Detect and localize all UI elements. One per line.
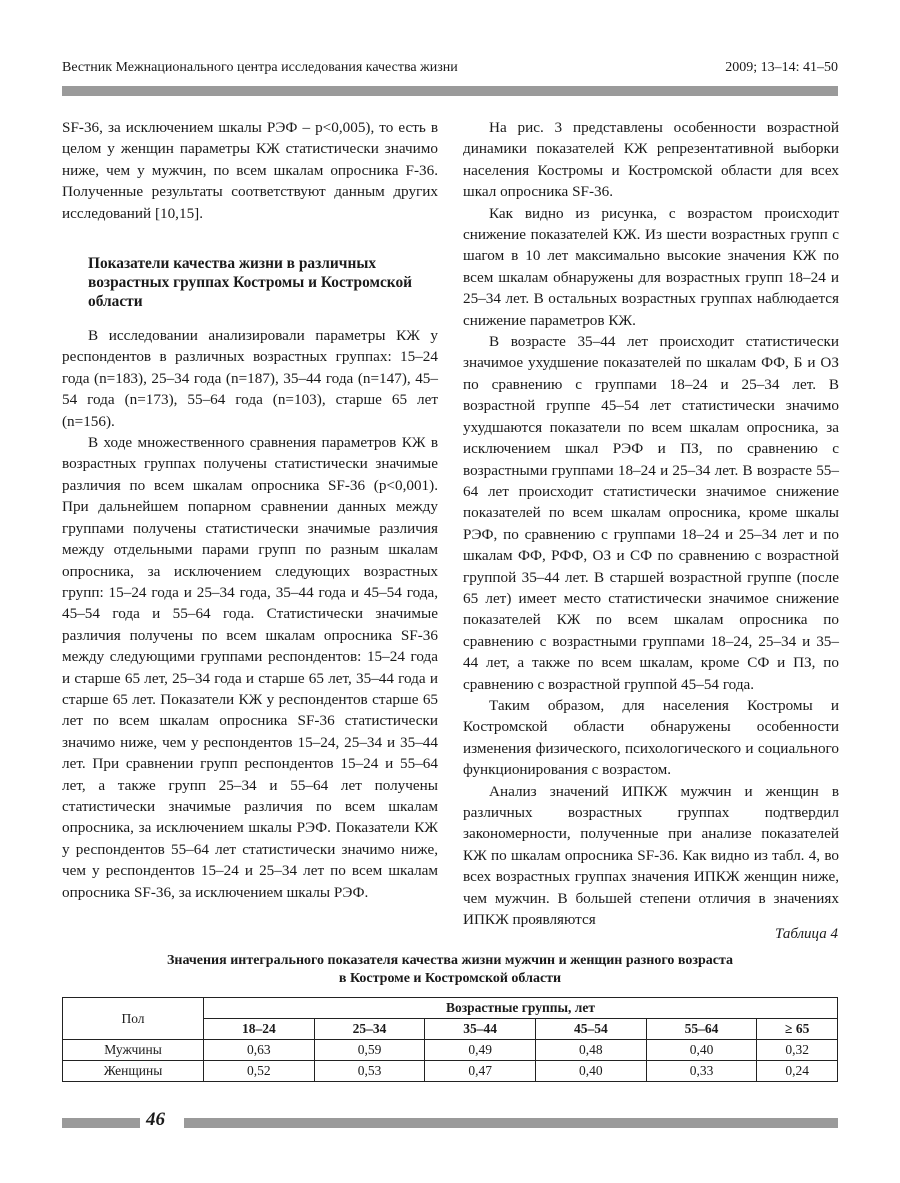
- page-number: 46: [146, 1109, 165, 1130]
- age-group-header: 45–54: [536, 1019, 647, 1040]
- table-cell: 0,59: [314, 1040, 425, 1061]
- header-sex: Пол: [63, 998, 204, 1040]
- data-table: [62, 997, 838, 1082]
- running-header: [62, 60, 838, 82]
- row-label: Женщины: [63, 1061, 204, 1082]
- table-cell: 0,63: [204, 1040, 315, 1061]
- age-group-header: ≥ 65: [757, 1019, 838, 1040]
- footer-rule-left: [62, 1118, 140, 1128]
- paragraph: Таким образом, для населения Костромы и Костромской области обнаружены особенности изменения физического, психологического и социального функционирования с возрастом.: [463, 696, 839, 779]
- table-cell: 0,47: [425, 1061, 536, 1082]
- table-cell: 0,49: [425, 1040, 536, 1061]
- paragraph: Как видно из рисунка, с возрастом происходит снижение показателей КЖ. Из шести возрастных групп с шагом в 10 лет максимально высокие значения КЖ по всем шкалам обнаружены для возрастных групп 18–24 и 25–34 лет. В остальных возрастных группах наблюдается снижение параметров КЖ.: [463, 204, 839, 329]
- table-cell: 0,40: [646, 1040, 757, 1061]
- table-title-line: Значения интегрального показателя качества жизни мужчин и женщин разного возраста: [166, 953, 733, 968]
- footer-rule-right: [184, 1118, 838, 1128]
- left-column: [62, 117, 438, 903]
- row-label: Мужчины: [63, 1040, 204, 1061]
- table-header-row: [63, 998, 838, 1019]
- age-group-header: 18–24: [204, 1019, 315, 1040]
- journal-title: Вестник Межнационального центра исследования качества жизни: [62, 60, 458, 75]
- table-label: Таблица 4: [775, 926, 838, 942]
- table-row: [63, 1061, 838, 1082]
- table-cell: 0,52: [204, 1061, 315, 1082]
- age-group-header: 25–34: [314, 1019, 425, 1040]
- paragraph: Анализ значений ИПКЖ мужчин и женщин в различных возрастных группах подтвердил закономерности, полученные при анализе показателей КЖ по шкалам опросника SF-36. Как видно из табл. 4, во всех возрастных группах значения ИПКЖ женщин ниже, чем мужчин. В большей степени отличия в значениях ИПКЖ проявляются: [463, 782, 839, 929]
- paragraph: В возрасте 35–44 лет происходит статистически значимое ухудшение показателей по шкалам ФФ, Б и ОЗ по сравнению с группами 18–24 и 25–34 лет. В возрастной группе 45–54 лет статистически значимо ухудшаются показатели по всем шкалам опросника, за исключением шкал РЭФ и ПЗ, по сравнению с возрастными группами 18–24 и 25–34 лет. В возрасте 55–64 лет происходит статистически значимое снижение показателей по всем шкалам опросника, кроме шкалы РЭФ, по сравнению с группами 18–24 и 25–34 лет и по шкалам ФФ, РФФ, ОЗ и СФ по сравнению с возрастной группой 35–44 лет. В старшей возрастной группе (после 65 лет) имеет место статистически значимое снижение показателей КЖ по всем шкалам опросника по сравнению с возрастными группами 18–24, 25–34 и 35–44 лет, а также по всем шкалам, кроме СФ и ПЗ, по сравнению с возрастной группой 45–54 года.: [463, 333, 839, 693]
- age-group-header: 55–64: [646, 1019, 757, 1040]
- paragraph: В исследовании анализировали параметры КЖ у респондентов в различных возрастных группах: 15–24 года (n=183), 25–34 года (n=187), 35–44 года (n=147), 45–54 года (n=173), 55–64 года (n=103), старше 65 лет (n=156).: [62, 327, 438, 430]
- table-cell: 0,33: [646, 1061, 757, 1082]
- table-cell: 0,24: [757, 1061, 838, 1082]
- table-cell: 0,53: [314, 1061, 425, 1082]
- table-title-line: в Костроме и Костромской области: [338, 971, 562, 986]
- table-cell: 0,48: [536, 1040, 647, 1061]
- table-title: [62, 952, 838, 988]
- age-group-header: 35–44: [425, 1019, 536, 1040]
- table-cell: 0,40: [536, 1061, 647, 1082]
- right-column: [463, 117, 839, 930]
- section-heading: Показатели качества жизни в различных возрастных группах Костромы и Костромской области: [88, 255, 413, 311]
- paragraph: В ходе множественного сравнения параметров КЖ в возрастных группах получены статистически значимые различия по всем шкалам опросника SF-36 (p<0,001). При дальнейшем попарном сравнении данных между группами получены статистически значимые различия между отдельными парами групп по разным шкалам опросника, за исключением следующих возрастных групп: 15–24 года и 25–34 года, 35–44 года и 45–54 года, 45–54 года и 55–64 года. Статистически значимые различия получены по всем шкалам опросника SF-36 между следующими группами респондентов: 15–24 года и старше 65 лет, 25–34 года и старше 65 лет, 35–44 года и старше 65 лет. Показатели КЖ у респондентов старше 65 лет по всем шкалам опросника SF-36 статистически значимо ниже, чем у респондентов 15–24, 25–34 и 35–44 лет. При сравнении групп респондентов 15–24 и 55–64 лет, а также групп 25–34 и 55–64 лет получены статистически значимые различия по всем шкалам опросника, за исключением шкалы РЭФ. Показатели КЖ у респондентов 55–64 лет статистически значимо ниже, чем у респондентов 15–24 и 25–34 лет по всем шкалам опросника SF-36, за исключением шкалы РЭФ.: [62, 434, 438, 901]
- table-cell: 0,32: [757, 1040, 838, 1061]
- table-row: [63, 1040, 838, 1061]
- paragraph: На рис. 3 представлены особенности возрастной динамики показателей КЖ репрезентативной выборки населения Костромы и Костромской области для всех шкал опросника SF-36.: [463, 119, 839, 201]
- issue-info: 2009; 13–14: 41–50: [725, 60, 838, 75]
- header-age-groups: Возрастные группы, лет: [204, 998, 838, 1019]
- paragraph: SF-36, за исключением шкалы РЭФ – p<0,005), то есть в целом у женщин параметры КЖ статистически значимо ниже, чем у мужчин, по всем шкалам опросника F-36. Полученные результаты соответствуют данным других исследований [10,15].: [62, 119, 438, 222]
- header-rule: [62, 86, 838, 96]
